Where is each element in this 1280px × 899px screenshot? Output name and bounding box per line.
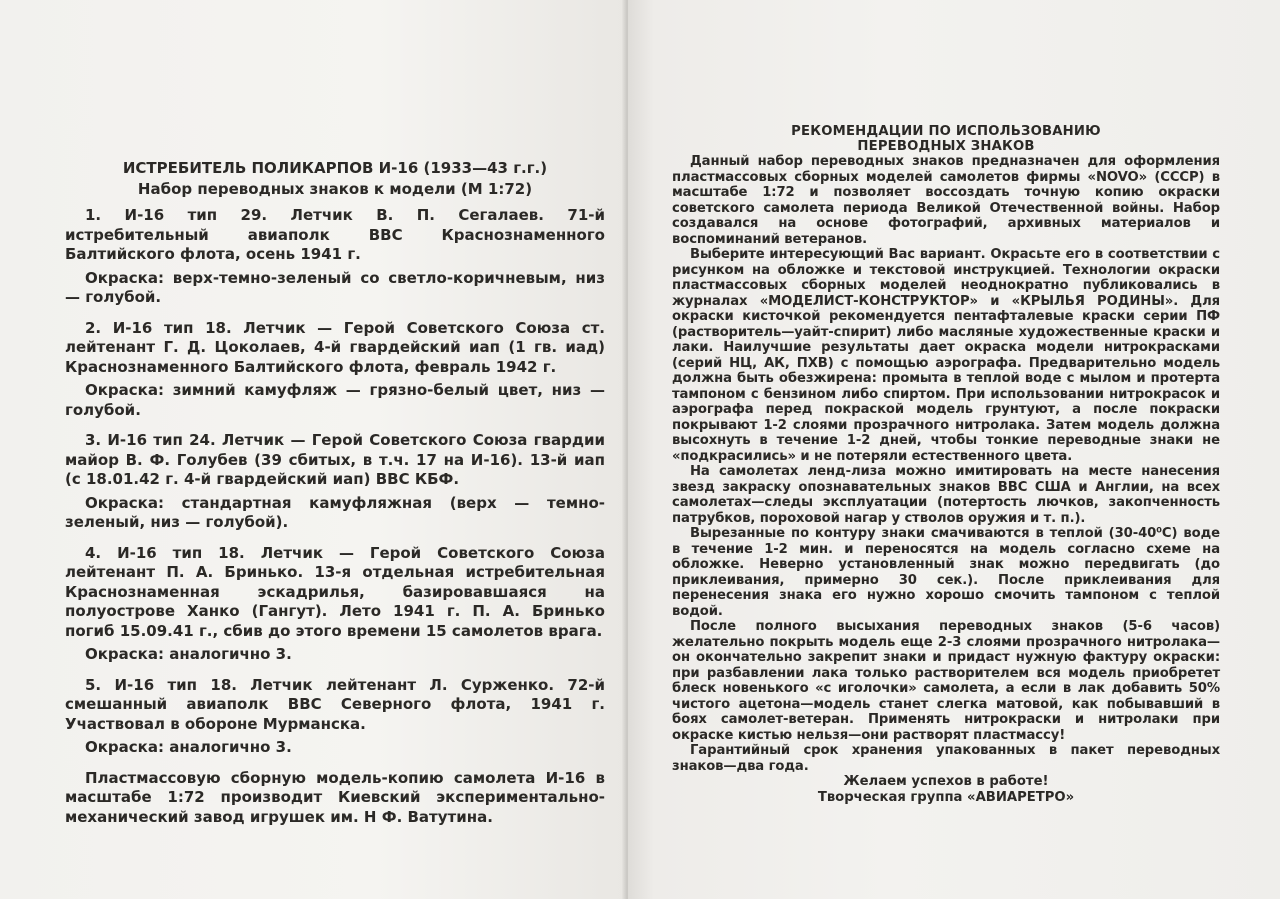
right-column bbox=[672, 124, 1220, 806]
painting-paragraph: Выберите интересующий Вас вариант. Окрасьте его в соответствии с рисунком на обложке и текстовой инструкцией. Технологии окраски пластмассовых сборных моделей неоднократно публиковались в журналах «МОДЕЛИСТ-КОНСТРУКТОР» и «КРЫЛЬЯ РОДИНЫ». Для окраски кисточкой рекомендуется пентафталевые краски серии ПФ (растворитель—уайт-спирит) либо масляные художественные краски и лаки. Наилучшие результаты дает окраска модели нитрокрасками (серий НЦ, АК, ПХВ) с помощью аэрографа. Предварительно модель должна быть обезжирена: промыта в теплой воде с мылом и протерта тампоном с бензином либо спиртом. При использовании нитрокрасок и аэрографа перед покраской модель грунтуют, а после покраски покрывают 1-2 слоями прозрачного нитролака. Затем модель должна высохнуть в течение 1-2 дней, чтобы тонкие переводные знаки не «подкрасились» и не потеряли естественного цвета. bbox=[672, 247, 1220, 464]
shelf-life-paragraph: Гарантийный срок хранения упакованных в пакет переводных знаков—два года. bbox=[672, 743, 1220, 774]
recommendations-heading-line-2: ПЕРЕВОДНЫХ ЗНАКОВ bbox=[857, 139, 1035, 154]
variant-5-paint: Окраска: аналогично 3. bbox=[85, 738, 292, 756]
recommendations-heading-line-1: РЕКОМЕНДАЦИИ ПО ИСПОЛЬЗОВАНИЮ bbox=[791, 124, 1101, 139]
intro-paragraph: Данный набор переводных знаков предназначен для оформления пластмассовых сборных моделей самолетов фирмы «NOVO» (СССР) в масштабе 1:72 и позволяет воссоздать точную копию окраски советского самолета периода Великой Отечественной войны. Набор создавался на основе фотографий, архивных материалов и воспоминаний ветеранов. bbox=[672, 154, 1220, 247]
decal-set-subtitle: Набор переводных знаков к модели (М 1:72) bbox=[137, 180, 533, 198]
varnish-paragraph: После полного высыхания переводных знаков (5-6 часов) желательно покрыть модель еще 2-3 слоями прозрачного нитролака—он окончательно закрепит знаки и придаст нужную фактуру окраски: при разбавлении лака только растворителем вся модель приобретет блеск новенького «с иголочки» самолета, а если в лак добавить 50% чистого ацетона—модель станет слегка матовой, как побывавший в боях самолет-ветеран. Применять нитрокраски и нитролаки при окраске кистью нельзя—они растворят пластмассу! bbox=[672, 619, 1220, 743]
manufacturer-note: Пластмассовую сборную модель-копию самолета И-16 в масштабе 1:72 производит Киевский экспериментально-механический завод игрушек им. Н Ф. Ватутина. bbox=[65, 768, 605, 826]
aircraft-title: ИСТРЕБИТЕЛЬ ПОЛИКАРПОВ И-16 (1933—43 г.г.) bbox=[122, 159, 548, 177]
closing-wish: Желаем успехов в работе! bbox=[843, 774, 1049, 789]
variant-1-paint: Окраска: верх-темно-зеленый со светло-коричневым, низ — голубой. bbox=[65, 268, 605, 306]
variant-2-paint: Окраска: зимний камуфляж — грязно-белый цвет, низ — голубой. bbox=[65, 381, 605, 419]
variant-5-description: 5. И-16 тип 18. Летчик лейтенант Л. Сурженко. 72-й смешанный авиаполк ВВС Северного флота, 1941 г. Участвовал в обороне Мурманска. bbox=[65, 675, 605, 733]
variant-2-description: 2. И-16 тип 18. Летчик — Герой Советского Союза ст. лейтенант Г. Д. Цоколаев, 4-й гвардейский иап (1 гв. иад) Краснознаменного Балтийского флота, февраль 1942 г. bbox=[65, 318, 605, 376]
variant-1-description: 1. И-16 тип 29. Летчик В. П. Сегалаев. 71-й истребительный авиаполк ВВС Краснознаменного Балтийского флота, осень 1941 г. bbox=[65, 206, 605, 263]
variant-3-description: 3. И-16 тип 24. Летчик — Герой Советского Союза гвардии майор В. Ф. Голубев (39 сбитых, в т.ч. 17 на И-16). 13-й иап (с 18.01.42 г. 4-й гвардейский иап) ВВС КБФ. bbox=[65, 431, 605, 488]
lend-lease-paragraph: На самолетах ленд-лиза можно имитировать на месте нанесения звезд закраску опознавательных знаков ВВС США и Англии, на всех самолетах—следы эксплуатации (потертость лючков, закопченность патрубков, пороховой нагар у стволов оружия и т. п.). bbox=[672, 464, 1220, 526]
variant-4-paint: Окраска: аналогично 3. bbox=[85, 645, 292, 663]
right-page bbox=[628, 0, 1280, 899]
left-column bbox=[65, 158, 605, 827]
decal-application-paragraph: Вырезанные по контуру знаки смачиваются в теплой (30-40⁰С) воде в течение 1-2 мин. и переносятся на модель согласно схеме на обложке. Неверно установленный знак можно передвигать (до приклеивания, примерно 30 сек.). После приклеивания для перенесения знака его нужно хорошо смочить тампоном с теплой водой. bbox=[672, 526, 1220, 619]
closing-signature: Творческая группа «АВИАРЕТРО» bbox=[817, 790, 1075, 805]
left-page bbox=[0, 0, 626, 899]
variant-3-paint: Окраска: стандартная камуфляжная (верх — темно-зеленый, низ — голубой). bbox=[65, 493, 605, 531]
variant-4-description: 4. И-16 тип 18. Летчик — Герой Советского Союза лейтенант П. А. Бринько. 13-я отдельная истребительная Краснознаменная эскадрилья, базировавшаяся на полуострове Ханко (Гангут). Лето 1941 г. П. А. Бринько погиб 15.09.41 г., сбив до этого времени 15 самолетов врага. bbox=[65, 543, 605, 640]
